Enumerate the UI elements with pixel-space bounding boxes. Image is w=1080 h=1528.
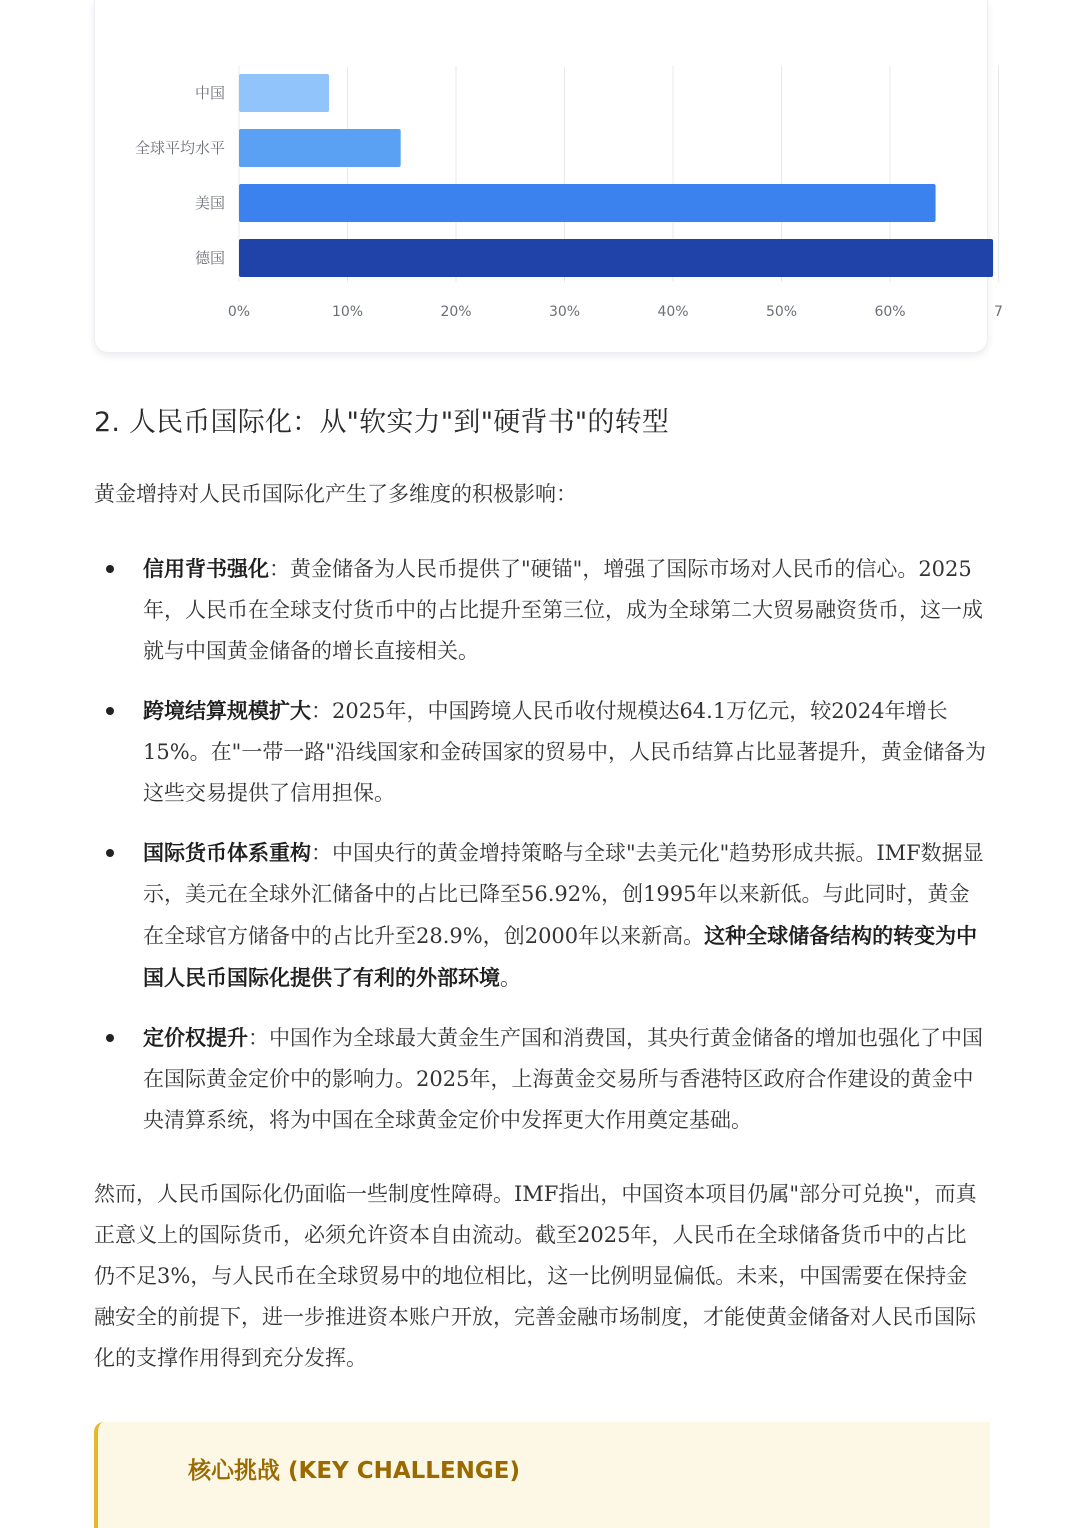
list-item	[94, 832, 986, 999]
bullet-icon	[106, 565, 114, 573]
section-intro: 黄金增持对人民币国际化产生了多维度的积极影响：	[94, 482, 577, 506]
bullet-list	[94, 548, 986, 1159]
bar	[239, 184, 936, 222]
item-text: ：中国作为全球最大黄金生产国和消费国，其央行黄金储备的增加也强化了中国在国际黄金定价中的影响力。2025年，上海黄金交易所与香港特区政府合作建设的黄金中央清算系统，将为中国在全球黄金定价中发挥更大作用奠定基础。	[143, 1026, 983, 1132]
bar	[239, 239, 993, 277]
list-item	[94, 690, 986, 814]
bullet-icon	[106, 707, 114, 715]
section-title: 2. 人民币国际化：从"软实力"到"硬背书"的转型	[94, 407, 670, 438]
item-tail: 。	[500, 966, 521, 990]
category-label: 全球平均水平	[134, 139, 225, 157]
bar	[239, 74, 329, 112]
list-item	[94, 548, 986, 672]
x-tick-label: 0%	[227, 304, 251, 320]
bar-chart	[95, 0, 1003, 352]
item-label: 定价权提升	[143, 1025, 248, 1050]
item-text: ：黄金储备为人民币提供了"硬锚"，增强了国际市场对人民币的信心。2025年，人民币在全球支付货币中的占比提升至第三位，成为全球第二大贸易融资货币，这一成就与中国黄金储备的增长直接相关。	[143, 557, 983, 663]
bar-chart-card	[94, 0, 1003, 353]
callout-title: 核心挑战 (KEY CHALLENGE)	[188, 1458, 521, 1484]
x-tick-label: 30%	[548, 304, 581, 320]
x-tick-label: 10%	[331, 304, 364, 320]
bar	[239, 129, 401, 167]
x-tick-label: 7	[994, 304, 1003, 320]
x-tick-label: 50%	[765, 304, 798, 320]
item-text: ：中国央行的黄金增持策略与全球"去美元化"趋势形成共振。IMF数据显示，美元在全球外汇储备中的占比已降至56.92%，创1995年以来新低。与此同时，黄金在全球官方储备中的占比升至28.9%，创2000年以来新高。	[143, 841, 984, 948]
item-label: 跨境结算规模扩大	[143, 698, 311, 723]
item-label: 国际货币体系重构	[143, 840, 311, 865]
x-tick-label: 40%	[657, 304, 689, 320]
category-label: 中国	[194, 84, 225, 102]
bullet-icon	[106, 849, 114, 857]
list-item	[94, 1017, 986, 1141]
item-emphasis: 这种全球储备结构的转变为中国人民币国际化提供了有利的外部环境	[143, 923, 978, 990]
item-text: ：2025年，中国跨境人民币收付规模达64.1万亿元，较2024年增长15%。在"一带一路"沿线国家和金砖国家的贸易中，人民币结算占比显著提升，黄金储备为这些交易提供了信用担保。	[143, 699, 986, 805]
item-label: 信用背书强化	[143, 556, 269, 581]
category-label: 德国	[194, 249, 225, 267]
x-tick-label: 60%	[874, 304, 906, 320]
key-challenge-callout	[94, 1422, 990, 1528]
closing-paragraph: 然而，人民币国际化仍面临一些制度性障碍。IMF指出，中国资本项目仍属"部分可兑换"，而真正意义上的国际货币，必须允许资本自由流动。截至2025年，人民币在全球储备货币中的占比仍不足3%，与人民币在全球贸易中的地位相比，这一比例明显偏低。未来，中国需要在保持金融安全的前提下，进一步推进资本账户开放，完善金融市场制度，才能使黄金储备对人民币国际化的支撑作用得到充分发挥。	[94, 1182, 977, 1370]
bullet-icon	[106, 1034, 114, 1042]
x-tick-label: 20%	[440, 304, 472, 320]
category-label: 美国	[194, 194, 225, 212]
